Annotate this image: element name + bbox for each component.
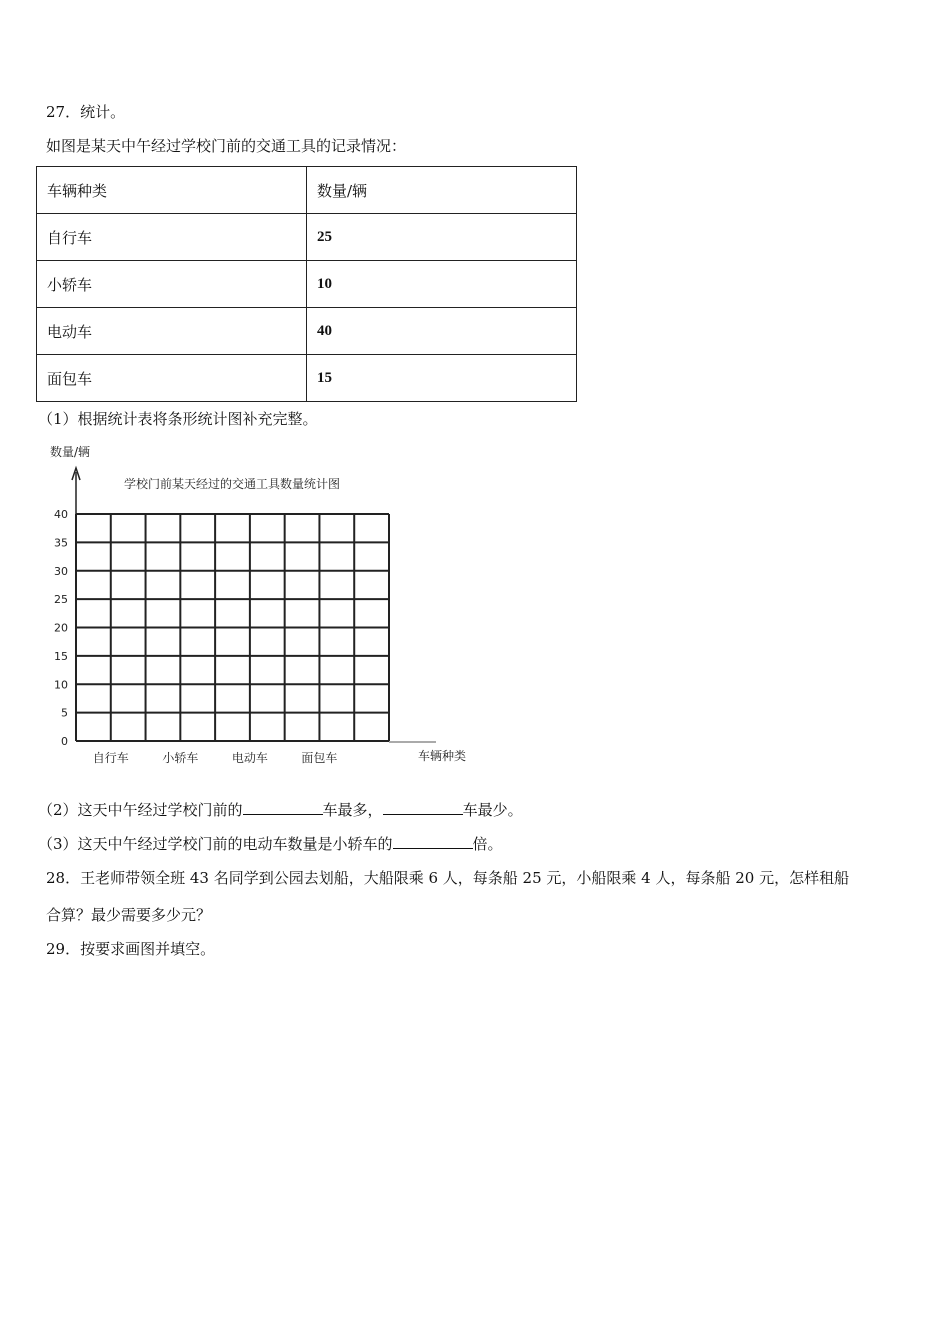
q28-line2: 合算？最少需要多少元？: [46, 906, 212, 924]
answer-blank-least[interactable]: [383, 800, 463, 815]
x-tick-label: 面包车: [301, 751, 338, 765]
q28-line1: 28．王老师带领全班 43 名同学到公园去划船，大船限乘 6 人，每条船 25 元，小船限乘 4 人，每条船 20 元，怎样租船: [46, 869, 850, 887]
q27-part3: [38, 834, 503, 854]
chart-grid: [76, 514, 389, 741]
q27-part1: （1）根据统计表将条形统计图补充完整。: [38, 410, 318, 428]
table-cell-count: 40: [306, 308, 576, 355]
table-header-cell: 数量/辆: [306, 167, 576, 214]
x-tick-label: 电动车: [231, 751, 268, 765]
table-row: [37, 308, 577, 355]
x-axis-label: 车辆种类: [417, 749, 467, 763]
part3-text-b: 倍。: [472, 835, 503, 853]
y-tick-label: 5: [61, 706, 68, 720]
y-tick-label: 15: [54, 649, 68, 663]
part2-text-c: 车最少。: [462, 801, 523, 819]
table-row: [37, 355, 577, 402]
chart-labels: [50, 444, 466, 765]
x-tick-label: 自行车: [92, 751, 129, 765]
y-tick-label: 25: [54, 593, 68, 607]
table-cell-type: 自行车: [37, 214, 307, 261]
table-cell-count: 25: [306, 214, 576, 261]
q29-heading: 29．按要求画图并填空。: [46, 940, 216, 958]
y-tick-label: 35: [54, 536, 68, 550]
table-cell-type: 面包车: [37, 355, 307, 402]
table-row: [37, 214, 577, 261]
statistics-table: [36, 166, 577, 402]
table-cell-type: 小轿车: [37, 261, 307, 308]
chart-title: 学校门前某天经过的交通工具数量统计图: [123, 477, 341, 491]
table-cell-count: 15: [306, 355, 576, 402]
q27-part2: [38, 800, 523, 820]
y-axis-label: 数量/辆: [50, 445, 91, 459]
part2-text-a: （2）这天中午经过学校门前的: [38, 801, 243, 819]
y-tick-label: 20: [54, 621, 68, 635]
y-tick-label: 10: [54, 678, 68, 692]
table-header-cell: 车辆种类: [37, 167, 307, 214]
chart-axes: [72, 468, 436, 742]
part2-text-b: 车最多，: [322, 801, 383, 819]
y-tick-label: 30: [54, 564, 68, 578]
q27-intro: 如图是某天中午经过学校门前的交通工具的记录情况：: [46, 137, 407, 155]
y-tick-label: 0: [61, 735, 68, 748]
answer-blank-most[interactable]: [243, 800, 323, 815]
y-tick-label: 40: [54, 508, 68, 521]
table-cell-count: 10: [306, 261, 576, 308]
table-header-row: [37, 167, 577, 214]
q27-heading: 27．统计。: [46, 103, 126, 121]
table-row: [37, 261, 577, 308]
bar-chart: [40, 438, 480, 773]
x-tick-label: 小轿车: [162, 751, 199, 765]
answer-blank-times[interactable]: [393, 834, 473, 849]
table-cell-type: 电动车: [37, 308, 307, 355]
part3-text-a: （3）这天中午经过学校门前的电动车数量是小轿车的: [38, 835, 393, 853]
